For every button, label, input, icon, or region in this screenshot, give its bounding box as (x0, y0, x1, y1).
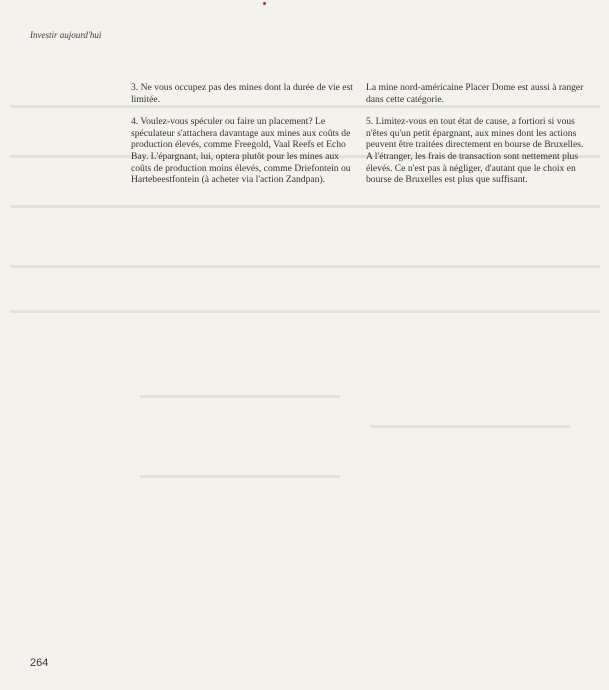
page-number: 264 (30, 657, 49, 669)
right-text-column (366, 82, 588, 197)
paragraph-placer-dome: La mine nord-américaine Placer Dome est aussi à ranger dans cette catégorie. (366, 82, 584, 105)
left-text-column (131, 82, 357, 197)
running-header: Investir aujourd'hui (30, 30, 102, 40)
print-mark (263, 2, 266, 5)
paragraph-point-4: 4. Voulez-vous spéculer ou faire un placement? Le spéculateur s'attachera davantage aux mines aux coûts de production élevés, comme Freegold, Vaal Reefs et Echo Bay. L'épargnant, lui, optera plutôt pour les mines aux coûts de production moins élevés, comme Driefontein ou Hartebeestfontein (à acheter via l'action Zandpan). (131, 116, 351, 186)
paragraph-point-5: 5. Limitez-vous en tout état de cause, a fortiori si vous n'êtes qu'un petit épargnant, aux mines dont les actions peuvent être traitées directement en bourse de Bruxelles. A l'étranger, les frais de transaction sont nettement plus élevés. Ce n'est pas à négliger, d'autant que le choix en bourse de Bruxelles est plus que suffisant. (366, 116, 584, 186)
paragraph-point-3: 3. Ne vous occupez pas des mines dont la durée de vie est limitée. (131, 82, 353, 105)
